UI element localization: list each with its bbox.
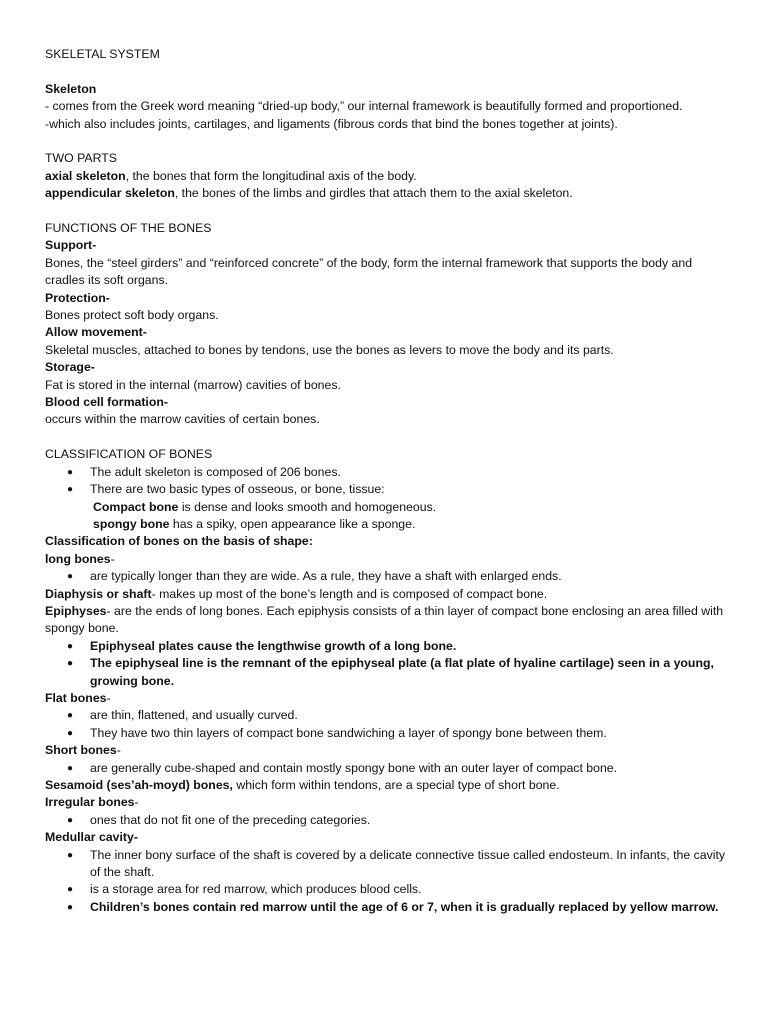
list-item-text: Children’s bones contain red marrow until the age of 6 or 7, when it is gradually replaced by yellow marrow.	[90, 899, 719, 914]
skeleton-line-2: -which also includes joints, cartilages, and ligaments (fibrous cords that bind the bones together at joints).	[45, 116, 618, 131]
short-bones-list	[45, 760, 735, 777]
list-item	[45, 464, 735, 481]
list-item	[45, 847, 735, 882]
bullet-icon: ●	[67, 884, 74, 896]
short-bones-term: Short bones	[45, 743, 117, 758]
document-page	[45, 46, 735, 916]
medullar-cavity-list	[45, 847, 735, 917]
storage-text: Fat is stored in the internal (marrow) cavities of bones.	[45, 377, 341, 392]
list-item	[45, 568, 735, 585]
long-bones-dash: -	[110, 551, 115, 566]
list-item	[45, 638, 735, 655]
axial-skeleton-term: axial skeleton	[45, 168, 126, 183]
list-item	[45, 812, 735, 829]
list-item-text: are thin, flattened, and usually curved.	[90, 708, 298, 723]
bullet-icon: ●	[67, 727, 74, 739]
bullet-icon: ●	[67, 466, 74, 478]
list-item-text: There are two basic types of osseous, or bone, tissue:	[90, 482, 385, 497]
bullet-icon: ●	[67, 762, 74, 774]
bullet-icon: ●	[67, 814, 74, 826]
document-title: SKELETAL SYSTEM	[45, 47, 160, 61]
bullet-icon: ●	[67, 484, 74, 496]
blood-cell-text: occurs within the marrow cavities of certain bones.	[45, 412, 320, 427]
list-item-text: are generally cube-shaped and contain mostly spongy bone with an outer layer of compact bone.	[90, 760, 618, 775]
skeleton-heading: Skeleton	[45, 81, 97, 96]
epiphyses-text: - are the ends of long bones. Each epiphysis consists of a thin layer of compact bone enclosing an area filled with spongy bone.	[45, 603, 724, 636]
flat-bones-list	[45, 707, 735, 742]
list-item-text: is a storage area for red marrow, which produces blood cells.	[90, 882, 422, 897]
long-bones-label	[45, 551, 735, 568]
bullet-icon: ●	[67, 571, 74, 583]
flat-bones-label	[45, 690, 735, 707]
diaphysis-definition	[45, 586, 735, 603]
sesamoid-definition	[45, 777, 735, 794]
list-item	[45, 881, 735, 898]
irregular-bones-term: Irregular bones	[45, 795, 135, 810]
list-item-text: are typically longer than they are wide. As a rule, they have a shaft with enlarged ends.	[90, 569, 562, 584]
axial-skeleton-definition	[45, 168, 735, 185]
medullar-cavity-label: Medullar cavity-	[45, 830, 138, 845]
appendicular-skeleton-term: appendicular skeleton	[45, 186, 175, 201]
support-label: Support-	[45, 238, 97, 253]
compact-bone-term: Compact bone	[93, 499, 179, 514]
bullet-icon: ●	[67, 849, 74, 861]
movement-text: Skeletal muscles, attached to bones by tendons, use the bones as levers to move the body and its parts.	[45, 342, 614, 357]
blood-cell-label: Blood cell formation-	[45, 395, 168, 410]
list-item	[45, 760, 735, 777]
functions-heading: FUNCTIONS OF THE BONES	[45, 221, 212, 236]
shape-classification-heading: Classification of bones on the basis of shape:	[45, 534, 313, 549]
short-bones-label	[45, 742, 735, 759]
protection-text: Bones protect soft body organs.	[45, 308, 219, 323]
support-text: Bones, the “steel girders” and “reinforced concrete” of the body, form the internal framework that supports the body and cradles its soft organs.	[45, 255, 693, 288]
bullet-icon: ●	[67, 710, 74, 722]
classification-heading: CLASSIFICATION OF BONES	[45, 447, 213, 462]
spongy-bone-text: has a spiky, open appearance like a sponge.	[169, 516, 416, 531]
diaphysis-term: Diaphysis or shaft	[45, 586, 152, 601]
irregular-bones-dash: -	[134, 795, 139, 810]
list-item-text: ones that do not fit one of the preceding categories.	[90, 812, 371, 827]
appendicular-skeleton-definition	[45, 185, 735, 202]
long-bones-list	[45, 568, 735, 585]
classification-list	[45, 464, 735, 499]
protection-label: Protection-	[45, 290, 110, 305]
list-item-text: The adult skeleton is composed of 206 bones.	[90, 464, 341, 479]
storage-label: Storage-	[45, 360, 95, 375]
long-bones-term: long bones	[45, 551, 111, 566]
compact-bone-definition	[45, 499, 735, 516]
list-item	[45, 725, 735, 742]
flat-bones-dash: -	[106, 690, 111, 705]
diaphysis-text: - makes up most of the bone’s length and is composed of compact bone.	[151, 586, 548, 601]
bullet-icon: ●	[67, 901, 74, 913]
spongy-bone-definition	[45, 516, 735, 533]
list-item	[45, 655, 735, 690]
sesamoid-text: which form within tendons, are a special type of short bone.	[232, 778, 560, 792]
epiphyses-definition	[45, 603, 735, 638]
list-item-text: They have two thin layers of compact bone sandwiching a layer of spongy bone between them.	[90, 725, 607, 740]
flat-bones-term: Flat bones	[45, 690, 107, 705]
two-parts-heading: TWO PARTS	[45, 151, 117, 166]
list-item	[45, 899, 735, 916]
sesamoid-term: Sesamoid (ses’ah-moyd) bones,	[45, 778, 233, 792]
list-item-text: Epiphyseal plates cause the lengthwise growth of a long bone.	[90, 638, 457, 653]
epiphyses-list	[45, 638, 735, 690]
skeleton-line-1: - comes from the Greek word meaning “dried-up body,” our internal framework is beautifully formed and proportioned.	[45, 99, 683, 114]
irregular-bones-label	[45, 794, 735, 811]
epiphyses-term: Epiphyses	[45, 603, 107, 618]
short-bones-dash: -	[116, 743, 121, 758]
appendicular-skeleton-text: , the bones of the limbs and girdles that attach them to the axial skeleton.	[174, 186, 573, 201]
compact-bone-text: is dense and looks smooth and homogeneous.	[178, 499, 437, 514]
spongy-bone-term: spongy bone	[93, 516, 170, 531]
list-item-text: The inner bony surface of the shaft is covered by a delicate connective tissue called endosteum. In infants, the cavity of the shaft.	[90, 847, 726, 880]
bullet-icon: ●	[67, 658, 74, 670]
bullet-icon: ●	[67, 640, 74, 652]
irregular-bones-list	[45, 812, 735, 829]
movement-label: Allow movement-	[45, 325, 147, 340]
list-item	[45, 481, 735, 498]
list-item	[45, 707, 735, 724]
list-item-text: The epiphyseal line is the remnant of the epiphyseal plate (a flat plate of hyaline cartilage) seen in a young, growing bone.	[90, 656, 714, 688]
axial-skeleton-text: , the bones that form the longitudinal axis of the body.	[125, 168, 417, 183]
